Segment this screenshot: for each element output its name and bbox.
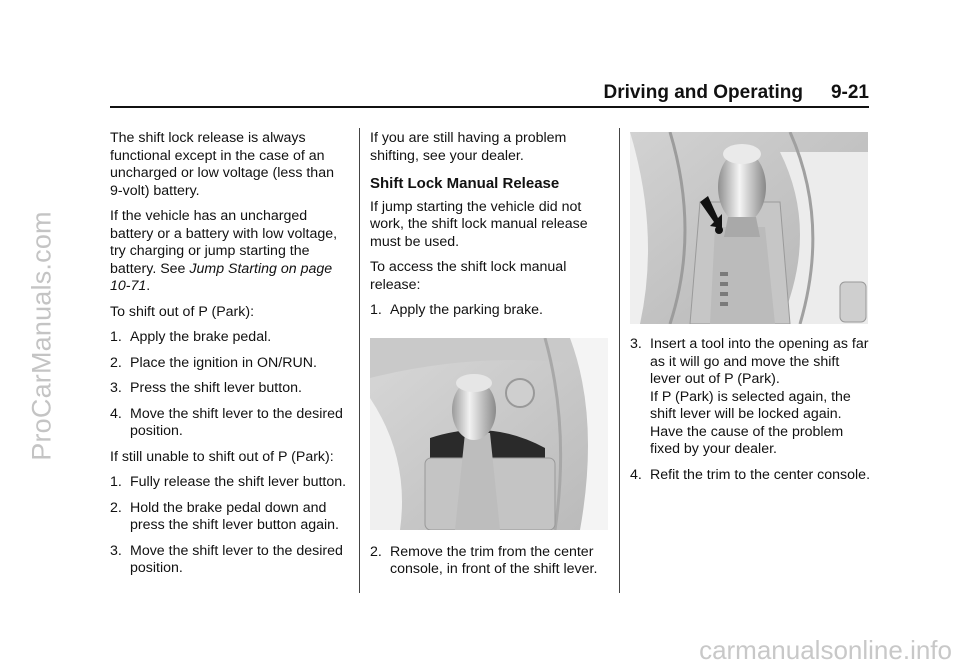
paragraph: If jump starting the vehicle did not work, the shift lock manual release must be used. xyxy=(370,198,588,250)
list-item: 3. Insert a tool into the opening as far as it will go and move the shift lever out of P (Park). If P (Park) is selected again, the shift lever will be locked again. Have the cause of the problem fixed by your dealer. xyxy=(630,336,869,457)
page-number: 9-21 xyxy=(830,82,869,103)
paragraph: If still unable to shift out of P (Park): xyxy=(110,448,334,465)
section-title: Driving and Operating xyxy=(603,82,803,103)
watermark-side: ProCarManuals.com xyxy=(26,211,57,461)
list-item: 4. Refit the trim to the center console. xyxy=(630,466,871,483)
paragraph: To shift out of P (Park): xyxy=(110,303,255,320)
column-1 xyxy=(110,130,350,586)
list-item: 3. Move the shift lever to the desired position. xyxy=(110,542,343,576)
paragraph: If you are still having a problem shifting, see your dealer. xyxy=(370,130,567,164)
list-item: 1. Apply the parking brake. xyxy=(370,302,544,318)
paragraph: To access the shift lock manual release: xyxy=(370,259,567,293)
list-item: 2. Place the ignition in ON/RUN. xyxy=(110,354,317,371)
column-2 xyxy=(370,130,610,587)
column-divider-2 xyxy=(619,128,620,593)
shift-lever-release-photo xyxy=(630,132,868,324)
paragraph: The shift lock release is always functional except in the case of an uncharged or low voltage (less than 9-volt) battery. xyxy=(110,130,334,199)
list-item: 2. Remove the trim from the center console, in front of the shift lever. xyxy=(370,543,598,577)
column-divider-1 xyxy=(359,128,360,593)
watermark-bottom: carmanualsonline.info xyxy=(699,635,952,665)
list-item: 1. Apply the brake pedal. xyxy=(110,329,272,345)
list-item: 3. Press the shift lever button. xyxy=(110,380,302,396)
list-item: 2. Hold the brake pedal down and press the shift lever button again. xyxy=(110,499,339,533)
column-3 xyxy=(630,130,870,492)
page-header xyxy=(110,82,869,108)
paragraph: If the vehicle has an uncharged battery or a battery with low voltage, try charging or jump starting the battery. See Jump Starting on page 10-71. xyxy=(110,208,338,294)
list-item: 1. Fully release the shift lever button. xyxy=(110,474,347,490)
list-item: 4. Move the shift lever to the desired position. xyxy=(110,405,343,439)
section-heading: Shift Lock Manual Release xyxy=(370,175,560,192)
cross-reference-link[interactable]: Jump Starting on page 10-71 xyxy=(110,260,333,294)
shift-console-photo xyxy=(370,338,608,530)
